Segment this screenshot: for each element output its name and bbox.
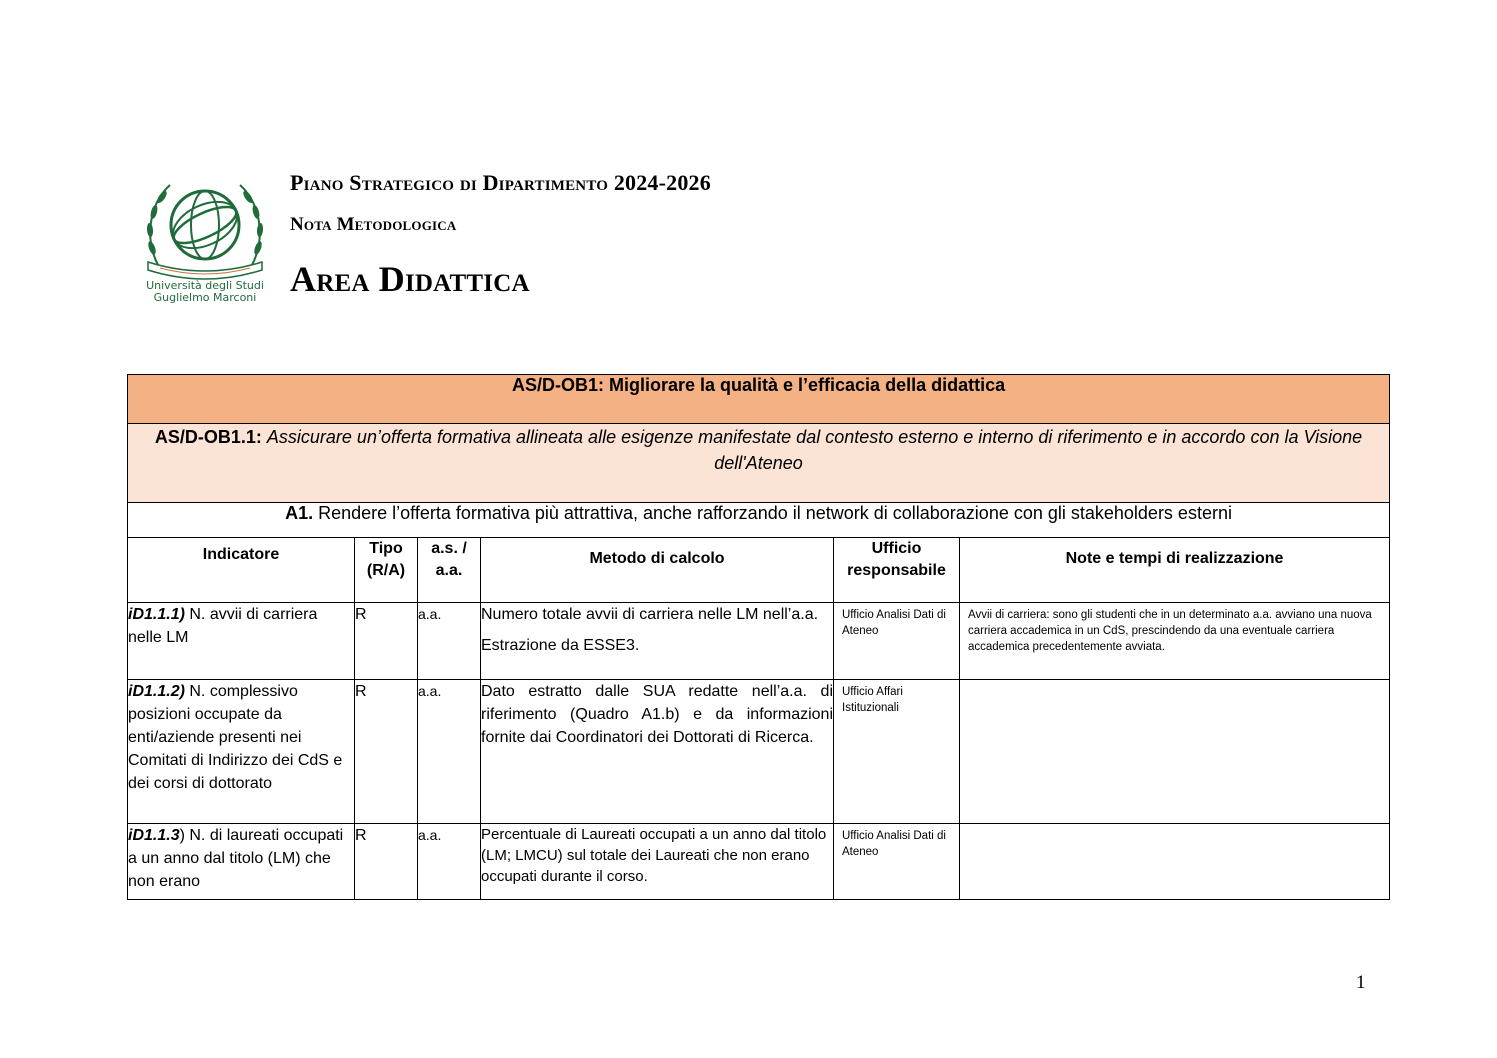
university-logo — [140, 170, 270, 315]
col-header-ufficio: Ufficio responsabile — [834, 538, 960, 603]
col-header-indicatore: Indicatore — [128, 538, 355, 603]
col-header-as-aa: a.s. / a.a. — [418, 538, 481, 603]
objective-row — [128, 375, 1390, 424]
ufficio-cell: Ufficio Analisi Dati di Ateneo — [834, 603, 960, 680]
indicator-code: iD1.1.2) — [128, 683, 185, 700]
indicator-name: N. avvii di carriera nelle LM — [128, 606, 318, 646]
metodo-extra: Estrazione da ESSE3. — [481, 637, 640, 654]
col-header-tipo: Tipo (R/A) — [355, 538, 418, 603]
area-heading: Area Didattica — [290, 259, 530, 299]
col-header-note: Note e tempi di realizzazione — [960, 538, 1390, 603]
table-row — [128, 603, 1390, 680]
indicator-cell — [128, 603, 355, 680]
ufficio-cell: Ufficio Affari Istituzionali — [834, 680, 960, 824]
action-label: A1. — [285, 503, 314, 523]
logo-text-line1: Università degli Studi — [146, 279, 264, 292]
indicator-name: N. complessivo posizioni occupate da enti/aziende presenti nei Comitati di Indirizzo dei CdS e dei corsi di dottorato — [128, 683, 343, 792]
tipo-cell: R — [355, 824, 418, 900]
action-row — [128, 503, 1390, 538]
table-row — [128, 680, 1390, 824]
indicator-name: N. di laureati occupati a un anno dal titolo (LM) che non erano — [128, 827, 344, 890]
indicator-code: iD1.1.1) — [128, 606, 185, 623]
indicator-code: iD1.1.3 — [128, 827, 180, 844]
objective-title: AS/D-OB1: Migliorare la qualità e l’efficacia della didattica — [128, 375, 1390, 424]
metodo-text: Numero totale avvii di carriera nelle LM nell’a.a. — [481, 606, 819, 623]
metodo-text: Percentuale di Laureati occupati a un anno dal titolo (LM; LMCU) sul totale dei Laureati che non erano occupati durante il corso. — [481, 826, 827, 885]
metodo-cell — [481, 824, 834, 900]
sub-objective-label: AS/D-OB1.1: — [154, 427, 262, 447]
note-cell — [960, 824, 1390, 900]
period-cell: a.a. — [418, 603, 481, 680]
logo-text-line2: Guglielmo Marconi — [153, 291, 257, 304]
table-row — [128, 824, 1390, 900]
note-cell: Avvii di carriera: sono gli studenti che in un determinato a.a. avviano una nuova carriera accademica in un CdS, prescindendo da una eventuale carriera accademica precedentemente avviata. — [960, 603, 1390, 680]
col-header-metodo: Metodo di calcolo — [481, 538, 834, 603]
sub-objective-text: Assicurare un’offerta formativa allineata alle esigenze manifestate dal contesto esterno e interno di riferimento e in accordo con la Visione dell'Ateneo — [266, 427, 1363, 473]
tipo-cell: R — [355, 680, 418, 824]
indicator-cell — [128, 680, 355, 824]
page-number: 1 — [1356, 972, 1366, 993]
tipo-cell: R — [355, 603, 418, 680]
ufficio-cell: Ufficio Analisi Dati di Ateneo — [834, 824, 960, 900]
note-cell — [960, 680, 1390, 824]
indicators-table — [127, 374, 1390, 900]
period-cell: a.a. — [418, 824, 481, 900]
period-cell: a.a. — [418, 680, 481, 824]
indicator-code-suffix: ) — [179, 827, 185, 844]
document-title: Piano Strategico di Dipartimento 2024-2026 — [290, 170, 711, 195]
metodo-cell — [481, 603, 834, 680]
action-text: Rendere l’offerta formativa più attrattiva, anche rafforzando il network di collaborazione con gli stakeholders esterni — [318, 503, 1232, 523]
indicator-cell — [128, 824, 355, 900]
document-subtitle: Nota Metodologica — [290, 214, 457, 235]
column-header-row — [128, 538, 1390, 603]
metodo-cell — [481, 680, 834, 824]
metodo-text: Dato estratto dalle SUA redatte nell’a.a. di riferimento (Quadro A1.b) e da informazioni fornite dai Coordinatori dei Dottorati di Ricerca. — [481, 683, 833, 746]
sub-objective-row — [128, 424, 1390, 503]
